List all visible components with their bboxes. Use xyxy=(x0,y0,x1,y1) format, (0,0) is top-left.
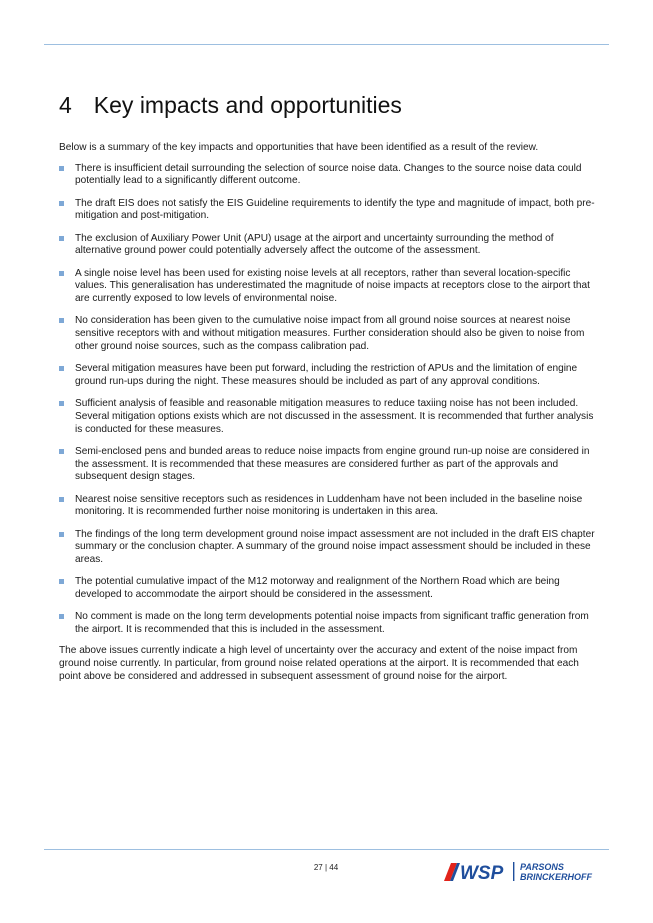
list-item xyxy=(59,576,601,601)
logo-wsp-text: WSP xyxy=(460,863,504,884)
list-item-text: No consideration has been given to the cumulative noise impact from all ground noise sources at nearest noise sensitive receptors with and without mitigation measures. Further consideration should also be given to noise from other ground noise sources, such as the compass calibration pad. xyxy=(75,315,585,352)
list-item-text: Several mitigation measures have been put forward, including the restriction of APUs and the limitation of engine ground run-ups during the night. These measures should be included as part of any approval conditions. xyxy=(75,363,578,387)
wsp-parsons-brinckerhoff-logo xyxy=(442,857,600,885)
list-item xyxy=(59,198,601,223)
list-item-text: No comment is made on the long term developments potential noise impacts from significant traffic generation from the airport. It is recommended that this is included in the assessment. xyxy=(75,611,589,635)
bullet-square-icon xyxy=(59,449,64,454)
footer-rule xyxy=(44,849,609,850)
list-item xyxy=(59,446,601,484)
list-item xyxy=(59,494,601,519)
bullet-square-icon xyxy=(59,366,64,371)
list-item xyxy=(59,163,601,188)
header-rule xyxy=(44,44,609,45)
company-logo-icon xyxy=(442,857,600,885)
bullet-square-icon xyxy=(59,166,64,171)
logo-brinckerhoff-text: BRINCKERHOFF xyxy=(520,872,592,882)
bullet-square-icon xyxy=(59,271,64,276)
section-heading xyxy=(59,92,402,119)
section-number: 4 xyxy=(59,92,72,118)
bullet-square-icon xyxy=(59,532,64,537)
list-item-text: The exclusion of Auxiliary Power Unit (APU) usage at the airport and uncertainty surrounding the method of alternative ground power could potentially adversely affect the outcome of the assessment. xyxy=(75,232,554,257)
list-item-text: A single noise level has been used for existing noise levels at all receptors, rather than several location-specific values. This generalisation has underestimated the magnitude of noise impacts at receptors close to the airport that are currently exposed to low levels of environmental noise. xyxy=(75,267,590,305)
list-item xyxy=(59,611,601,636)
list-item-text: Sufficient analysis of feasible and reasonable mitigation measures to reduce taxiing noise has not been included. Several mitigation options exists which are not discussed in the assessment. It is recommended that further analysis is conducted for these measures. xyxy=(75,398,594,435)
bullet-square-icon xyxy=(59,236,64,241)
bullet-square-icon xyxy=(59,497,64,502)
list-item-text: The draft EIS does not satisfy the EIS Guideline requirements to identify the type and magnitude of impact, both pre-mitigation and post-mitigation. xyxy=(75,197,595,222)
bullet-square-icon xyxy=(59,614,64,619)
body-content xyxy=(59,142,601,683)
list-item xyxy=(59,398,601,436)
list-item xyxy=(59,315,601,353)
list-item xyxy=(59,529,601,567)
impacts-list xyxy=(59,163,601,637)
list-item-text: Nearest noise sensitive receptors such as residences in Luddenham have not been included in the baseline noise monitoring. It is recommended further noise monitoring is undertaken in this area. xyxy=(75,493,583,518)
page-number: 27 | 44 xyxy=(313,863,339,872)
bullet-square-icon xyxy=(59,579,64,584)
list-item xyxy=(59,268,601,306)
logo-parsons-text: PARSONS xyxy=(520,862,564,872)
section-title: Key impacts and opportunities xyxy=(93,92,402,118)
list-item-text: There is insufficient detail surrounding the selection of source noise data. Changes to the source noise data could potentially lead to a significantly different outcome. xyxy=(75,162,582,187)
closing-paragraph: The above issues currently indicate a high level of uncertainty over the accuracy and extent of the noise impact from ground noise currently. In particular, from ground noise related operations at the airport. It is recommended that each point above be considered and addressed in subsequent assessment of ground noise for the airport. xyxy=(59,645,579,682)
list-item xyxy=(59,363,601,388)
bullet-square-icon xyxy=(59,401,64,406)
list-item-text: The potential cumulative impact of the M12 motorway and realignment of the Northern Road which are being developed to accommodate the airport should be considered in the assessment. xyxy=(75,576,560,600)
intro-paragraph: Below is a summary of the key impacts and opportunities that have been identified as a result of the review. xyxy=(59,142,539,153)
list-item-text: The findings of the long term development ground noise impact assessment are not included in the draft EIS chapter summary or the conclusion chapter. A summary of the ground noise impact assessment should be included in these areas. xyxy=(75,528,595,565)
list-item xyxy=(59,233,601,258)
bullet-square-icon xyxy=(59,318,64,323)
bullet-square-icon xyxy=(59,201,64,206)
list-item-text: Semi-enclosed pens and bunded areas to reduce noise impacts from engine ground run-up noise are considered in the assessment. It is recommended that these measures are considered further as part of the approvals and subsequent design stages. xyxy=(75,445,590,483)
